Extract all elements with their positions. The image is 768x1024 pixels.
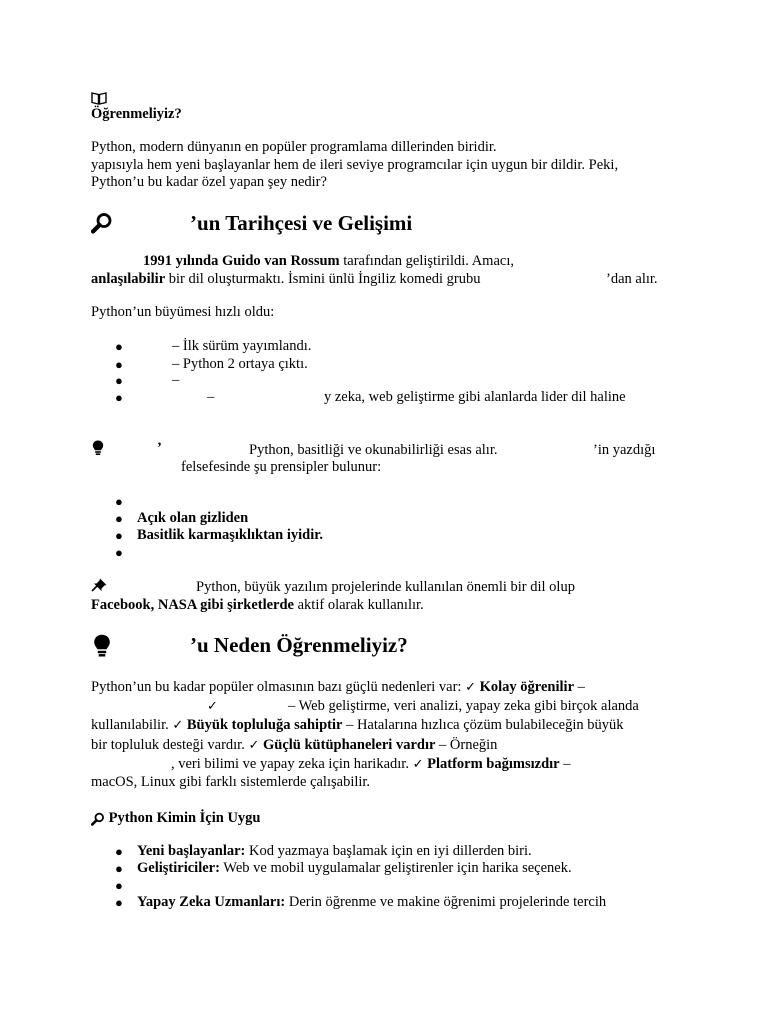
bullet-dot: ●	[115, 528, 123, 543]
why-line-4	[91, 736, 497, 755]
who-item-1	[137, 842, 532, 860]
history-para-2-rest: bir dil oluşturmaktı. İsmini ünlü İngiliz komedi grubu	[165, 271, 481, 287]
bullet-dot: ●	[115, 339, 123, 354]
why-platform: Platform bağımsızdır	[427, 756, 560, 772]
why-line-3-end: – Hatalarına hızlıca çözüm bulabileceğin büyük	[342, 717, 624, 733]
philosophy-apostrophe: ’	[157, 440, 162, 456]
who-item-4	[137, 893, 606, 911]
intro-line-2: yapısıyla hem yeni başlayanlar hem de ileri seviye programcılar için uygun bir dildir. Peki,	[91, 157, 619, 173]
pushpin-icon	[91, 578, 107, 597]
usage-text-2	[91, 596, 424, 614]
who-item-1-text: Kod yazmaya başlamak için en iyi dillerden biri.	[245, 843, 532, 859]
intro-line-1: Python, modern dünyanın en popüler programlama dillerinden biridir.	[91, 139, 497, 155]
why-line-5	[171, 755, 571, 774]
bullet-dot: ●	[115, 511, 123, 526]
history-para-line-2	[91, 270, 481, 288]
why-line-4-end: – Örneğin	[435, 737, 498, 753]
why-line-1-text: Python’un bu kadar popüler olmasının bazı güçlü nedenleri var:	[91, 679, 466, 695]
check-icon: ✓	[412, 757, 424, 772]
bullet-dot: ●	[115, 861, 123, 876]
who-item-4-label: Yapay Zeka Uzmanları:	[137, 894, 286, 910]
bullet-dot: ●	[115, 878, 123, 893]
why-line-1-end: –	[574, 679, 585, 695]
why-line-2: – Web geliştirme, veri analizi, yapay zeka gibi birçok alanda	[288, 698, 639, 714]
who-item-2-text: Web ve mobil uygulamalar geliştirenler için harika seçenek.	[219, 860, 572, 876]
why-heading: ’u Neden Öğrenmeliyiz?	[190, 633, 408, 657]
lightbulb-icon	[93, 634, 111, 663]
who-item-2-label: Geliştiriciler:	[137, 860, 220, 876]
why-line-3-text: kullanılabilir.	[91, 717, 173, 733]
intro-title-fragment: Öğrenmeliyiz?	[91, 106, 182, 122]
growth-item-4-dash: –	[207, 389, 215, 405]
who-heading: Python Kimin İçin Uygu	[108, 810, 261, 826]
why-line-5-end: –	[559, 756, 571, 772]
lightbulb-icon	[92, 440, 104, 461]
history-founder: 1991 yılında Guido van Rossum	[143, 253, 340, 269]
history-heading: ’un Tarihçesi ve Gelişimi	[190, 211, 413, 235]
bullet-dot: ●	[115, 373, 123, 388]
bullet-dot: ●	[115, 844, 123, 859]
usage-text-1: Python, büyük yazılım projelerinde kullanılan önemli bir dil olup	[196, 579, 575, 595]
usage-companies: Facebook, NASA gibi şirketlerde	[91, 597, 294, 613]
magnifier-icon	[91, 212, 113, 239]
history-para-2-tail: ’dan alır.	[606, 271, 658, 287]
philosophy-text-1: Python, basitliği ve okunabilirliği esas alır.	[249, 442, 498, 458]
why-libraries: Güçlü kütüphaneleri vardır	[263, 737, 436, 753]
growth-item-3: –	[172, 372, 180, 388]
philosophy-text-1-tail: ’in yazdığı	[593, 442, 656, 458]
bullet-dot: ●	[115, 494, 123, 509]
why-easy-to-learn: Kolay öğrenilir	[479, 679, 575, 695]
book-icon	[91, 88, 107, 106]
bullet-dot: ●	[115, 895, 123, 910]
growth-intro: Python’un büyümesi hızlı oldu:	[91, 304, 275, 320]
why-community: Büyük topluluğa sahiptir	[186, 717, 343, 733]
magnifier-icon	[91, 812, 105, 826]
history-para-1-rest: tarafından geliştirildi. Amacı,	[339, 253, 514, 269]
growth-item-4-text: y zeka, web geliştirme gibi alanlarda lider dil haline	[324, 389, 626, 405]
who-item-2	[137, 859, 572, 877]
why-line-5-text: , veri bilimi ve yapay zeka için harikadır.	[171, 756, 413, 772]
philosophy-item-2: Açık olan gizliden	[137, 510, 249, 526]
why-line-6: macOS, Linux gibi farklı sistemlerde çalışabilir.	[91, 774, 371, 790]
who-item-1-label: Yeni başlayanlar:	[137, 843, 246, 859]
growth-item-1: – İlk sürüm yayımlandı.	[172, 338, 312, 354]
who-heading-line	[91, 809, 261, 827]
history-understandable: anlaşılabilir	[91, 271, 166, 287]
growth-item-2: – Python 2 ortaya çıktı.	[172, 356, 308, 372]
check-icon: ✓	[248, 738, 260, 753]
intro-line-3: Python’u bu kadar özel yapan şey nedir?	[91, 174, 327, 190]
history-para-line-1	[143, 252, 514, 270]
check-icon: ✓	[172, 718, 184, 733]
why-line-3	[91, 716, 623, 735]
why-line-2-check	[207, 697, 218, 716]
check-icon: ✓	[207, 699, 218, 714]
philosophy-text-2: felsefesinde şu prensipler bulunur:	[181, 459, 382, 475]
why-line-4-text: bir topluluk desteği vardır.	[91, 737, 249, 753]
philosophy-item-3: Basitlik karmaşıklıktan iyidir.	[137, 527, 324, 543]
bullet-dot: ●	[115, 390, 123, 405]
why-line-1	[91, 678, 585, 697]
who-item-4-text: Derin öğrenme ve makine öğrenimi projelerinde tercih	[285, 894, 607, 910]
check-icon: ✓	[465, 680, 476, 695]
bullet-dot: ●	[115, 357, 123, 372]
bullet-dot: ●	[115, 545, 123, 560]
usage-text-2-rest: aktif olarak kullanılır.	[294, 597, 424, 613]
